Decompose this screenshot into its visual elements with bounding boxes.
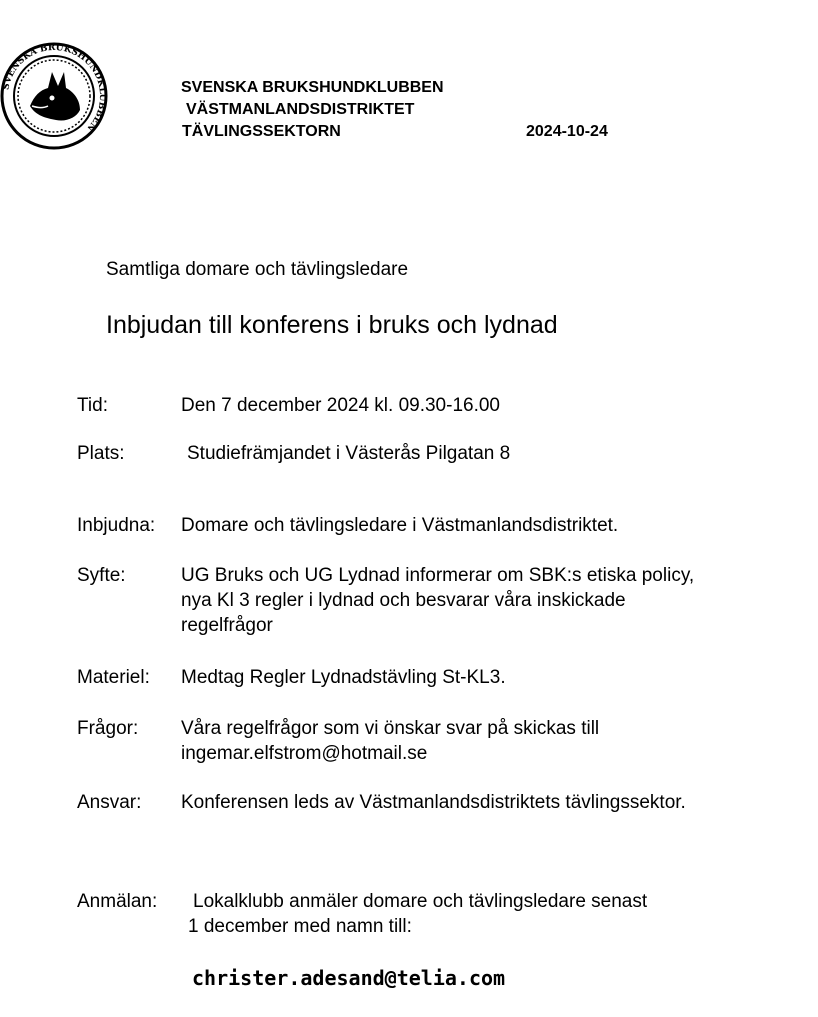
- fragor-label: Frågor:: [77, 718, 139, 739]
- syfte-line-1: UG Bruks och UG Lydnad informerar om SBK:s etiska policy,: [181, 565, 695, 586]
- ansvar-value: Konferensen leds av Västmanlandsdistriktets tävlingssektor.: [181, 792, 686, 813]
- dog-head-icon: [30, 72, 80, 121]
- syfte-line-2: nya Kl 3 regler i lydnad och besvarar våra inskickade: [181, 590, 626, 611]
- ansvar-label: Ansvar:: [77, 792, 142, 813]
- tid-value: Den 7 december 2024 kl. 09.30-16.00: [181, 395, 500, 416]
- inbjudna-label: Inbjudna:: [77, 515, 156, 536]
- syfte-label: Syfte:: [77, 565, 126, 586]
- plats-label: Plats:: [77, 443, 125, 464]
- letter-date: 2024-10-24: [526, 123, 608, 140]
- anmalan-label: Anmälan:: [77, 891, 158, 912]
- anmalan-line-2: 1 december med namn till:: [188, 916, 412, 937]
- plats-value: Studiefrämjandet i Västerås Pilgatan 8: [187, 443, 511, 464]
- inbjudna-value: Domare och tävlingsledare i Västmanlandsdistriktet.: [181, 515, 619, 536]
- materiel-label: Materiel:: [77, 667, 150, 688]
- anmalan-line-1: Lokalklubb anmäler domare och tävlingsledare senast: [193, 891, 648, 912]
- tid-label: Tid:: [77, 395, 108, 416]
- sector-name: TÄVLINGSSEKTORN: [182, 123, 341, 140]
- fragor-email-link[interactable]: ingemar.elfstrom@hotmail.se: [181, 743, 428, 764]
- svg-text:SVENSKA BRUKSHUNDKLUBBEN: SVENSKA BRUKSHUNDKLUBBEN: [1, 42, 108, 133]
- contact-email-link[interactable]: christer.adesand@telia.com: [192, 966, 506, 990]
- club-logo-seal: [0, 42, 108, 150]
- greeting: Samtliga domare och tävlingsledare: [106, 259, 409, 280]
- org-name: SVENSKA BRUKSHUNDKLUBBEN: [181, 79, 444, 96]
- syfte-line-3: regelfrågor: [181, 615, 273, 636]
- page-title: Inbjudan till konferens i bruks och lydnad: [106, 311, 558, 339]
- fragor-line-1: Våra regelfrågor som vi önskar svar på skickas till: [181, 718, 600, 739]
- district-name: VÄSTMANLANDSDISTRIKTET: [186, 101, 415, 118]
- materiel-value: Medtag Regler Lydnadstävling St-KL3.: [181, 667, 506, 688]
